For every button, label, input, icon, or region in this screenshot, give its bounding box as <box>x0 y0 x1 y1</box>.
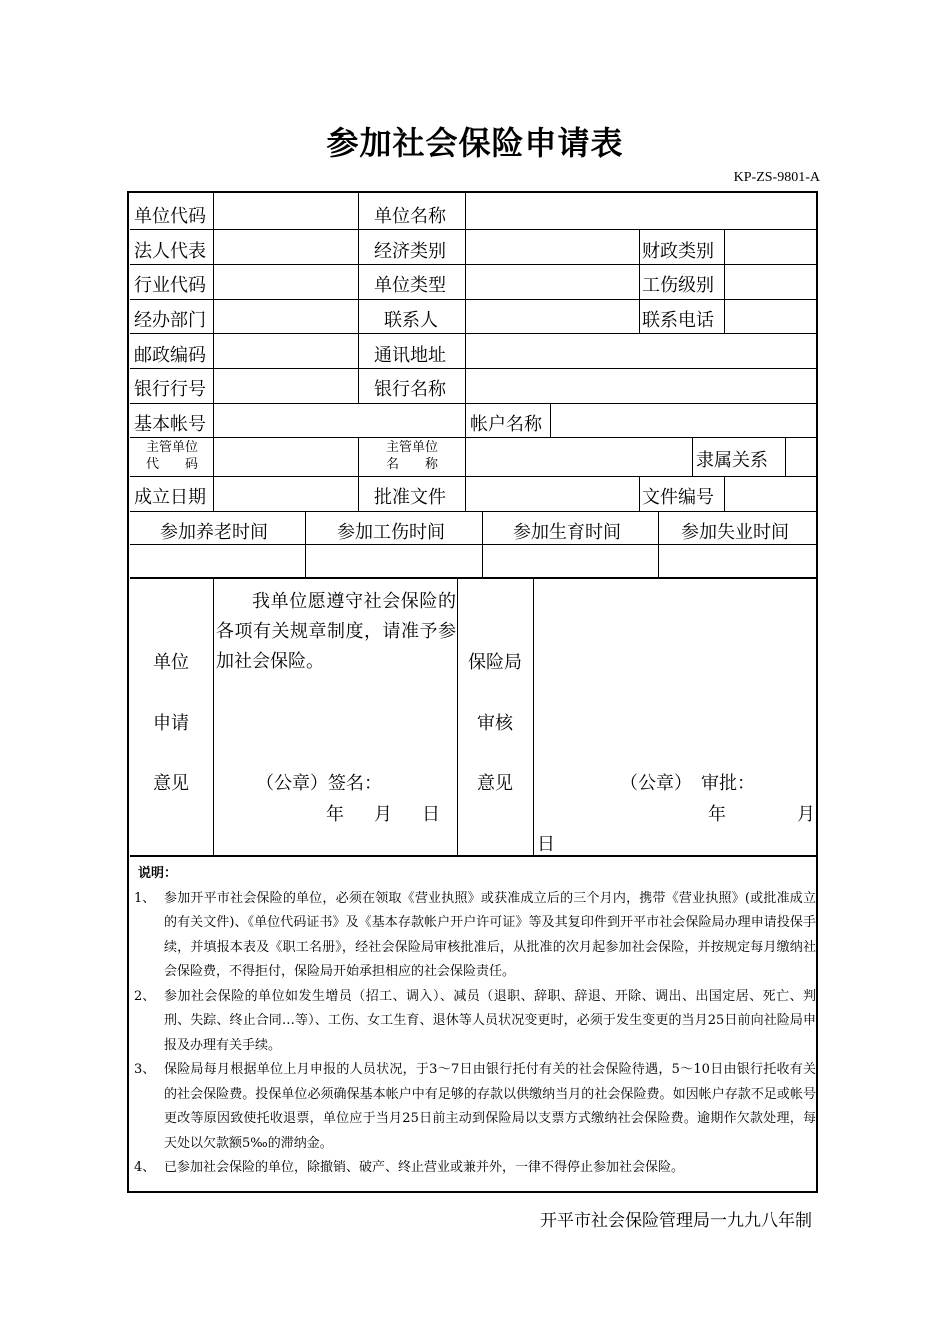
row-divider <box>130 264 817 265</box>
instruction-text: 参加开平市社会保险的单位，必须在领取《营业执照》或获准成立后的三个月内，携带《营业执照》(或批准成立的有关文件)、《单位代码证书》及《基本存款帐户开户许可证》等及其复印件到开平市社会保险局办理申请投保手续，并填报本表及《职工名册》，经社会保险局审核批准后，从批准的次月起参加社会保险，并按规定每月缴纳社会保险费，不得拒付，保险局开始承担相应的社会保险责任。 <box>164 890 816 979</box>
label-finance-type: 财政类别 <box>642 241 714 262</box>
row-divider <box>130 299 817 300</box>
col-divider <box>465 193 466 403</box>
instruction-number: 2、 <box>134 988 156 1004</box>
label-pension-time: 参加养老时间 <box>160 522 268 543</box>
col-divider <box>465 403 466 437</box>
col-divider <box>533 579 534 855</box>
instructions-title: 说明： <box>138 866 178 881</box>
label-sup-name <box>374 439 450 473</box>
label-bank-name: 银行名称 <box>374 379 446 400</box>
row-divider <box>130 511 817 512</box>
footer-issuer: 开平市社会保险管理局一九九八年制 <box>540 1211 812 1231</box>
unit-date-year: 年 <box>326 804 344 825</box>
form-title: 参加社会保险申请表 <box>326 124 624 162</box>
label-doc-no: 文件编号 <box>642 487 714 508</box>
label-sup-name-line2: 名 称 <box>385 457 438 472</box>
instruction-item <box>134 887 816 985</box>
label-unit-code: 单位代码 <box>134 206 206 227</box>
label-bureau-opinion-1: 保险局 <box>468 652 522 673</box>
col-divider <box>639 229 640 333</box>
col-divider <box>358 437 359 511</box>
col-divider <box>724 476 725 511</box>
row-divider <box>130 368 817 369</box>
label-unit-name: 单位名称 <box>374 206 446 227</box>
col-divider <box>465 437 466 511</box>
instructions <box>134 862 816 1181</box>
label-dept: 经办部门 <box>134 310 206 331</box>
label-maternity-time: 参加生育时间 <box>513 522 621 543</box>
label-account-name: 帐户名称 <box>470 414 542 435</box>
unit-seal-signature: （公章）签名： <box>256 773 382 794</box>
label-affiliation: 隶属关系 <box>696 450 768 471</box>
bureau-date-day: 日 <box>537 834 555 855</box>
label-unit-opinion-3: 意见 <box>153 773 189 794</box>
unit-date-month: 月 <box>374 804 392 825</box>
bureau-date-month: 月 <box>797 804 815 825</box>
form-code: KP-ZS-9801-A <box>733 170 820 185</box>
col-divider <box>213 193 214 511</box>
row-divider <box>130 333 817 334</box>
instruction-number: 3、 <box>134 1062 156 1077</box>
label-bureau-opinion-3: 意见 <box>477 773 513 794</box>
col-divider <box>482 511 483 577</box>
label-address: 通讯地址 <box>374 345 446 366</box>
instruction-item <box>134 1058 816 1156</box>
row-divider <box>130 403 817 404</box>
col-divider <box>305 511 306 577</box>
label-sup-code-line1: 主管单位 <box>145 440 198 455</box>
label-unit-opinion-1: 单位 <box>153 652 189 673</box>
row-divider <box>130 544 817 545</box>
row-divider <box>130 437 817 438</box>
instruction-text: 保险局每月根据单位上月申报的人员状况，于3～7日由银行托付有关的社会保险待遇，5～10日由银行托收有关的社会保险费。投保单位必须确保基本帐户中有足够的存款以供缴纳当月的社会保险费。如因帐户存款不足或帐号更改等原因致使托收退票，单位应于当月25日前主动到保险局以支票方式缴纳社会保险费。逾期作欠款处理，每天处以欠款额5‰的滞纳金。 <box>164 1062 816 1151</box>
label-postcode: 邮政编码 <box>134 345 206 366</box>
label-contact: 联系人 <box>384 310 438 331</box>
label-bank-no: 银行行号 <box>134 379 206 400</box>
col-divider <box>639 476 640 511</box>
row-divider <box>130 476 817 477</box>
label-economic-type: 经济类别 <box>374 241 446 262</box>
label-industry-code: 行业代码 <box>134 275 206 296</box>
label-legal-rep: 法人代表 <box>134 241 206 262</box>
label-sup-code <box>134 439 210 473</box>
instruction-number: 4、 <box>134 1160 156 1175</box>
label-unit-opinion-2: 申请 <box>153 713 189 734</box>
bureau-date-year: 年 <box>708 804 726 825</box>
col-divider <box>785 437 786 476</box>
col-divider <box>658 511 659 577</box>
label-injury-time: 参加工伤时间 <box>337 522 445 543</box>
label-sup-name-line1: 主管单位 <box>385 440 438 455</box>
instruction-item <box>134 1156 816 1181</box>
label-phone: 联系电话 <box>642 310 714 331</box>
label-unit-type: 单位类型 <box>374 275 446 296</box>
label-unemployment-time: 参加失业时间 <box>681 522 789 543</box>
unit-date-day: 日 <box>422 804 440 825</box>
col-divider <box>457 579 458 855</box>
col-divider <box>213 579 214 855</box>
col-divider <box>692 437 693 476</box>
col-divider <box>358 193 359 403</box>
unit-opinion-text: 我单位愿遵守社会保险的各项有关规章制度，请准予参加社会保险。 <box>216 591 456 672</box>
label-sup-code-line2: 代 码 <box>145 457 198 472</box>
row-divider <box>130 229 817 230</box>
label-bureau-opinion-2: 审核 <box>477 713 513 734</box>
row-divider <box>130 577 817 579</box>
bureau-seal-approval: （公章） 审批： <box>620 773 755 794</box>
instruction-text: 参加社会保险的单位如发生增员（招工、调入）、减员（退职、辞职、辞退、开除、调出、出国定居、死亡、判刑、失踪、终止合同…等）、工伤、女工生育、退休等人员状况变更时，必须于发生变更的当月25日前向社险局申报及办理有关手续。 <box>164 988 816 1053</box>
label-est-date: 成立日期 <box>134 487 206 508</box>
row-divider <box>130 855 817 857</box>
label-injury-level: 工伤级别 <box>642 275 714 296</box>
label-account: 基本帐号 <box>134 414 206 435</box>
instruction-item <box>134 985 816 1059</box>
instruction-text: 已参加社会保险的单位，除撤销、破产、终止营业或兼并外，一律不得停止参加社会保险。 <box>164 1160 685 1175</box>
instruction-number: 1、 <box>134 890 156 906</box>
col-divider <box>550 403 551 437</box>
col-divider <box>724 229 725 333</box>
label-approval-doc: 批准文件 <box>374 487 446 508</box>
